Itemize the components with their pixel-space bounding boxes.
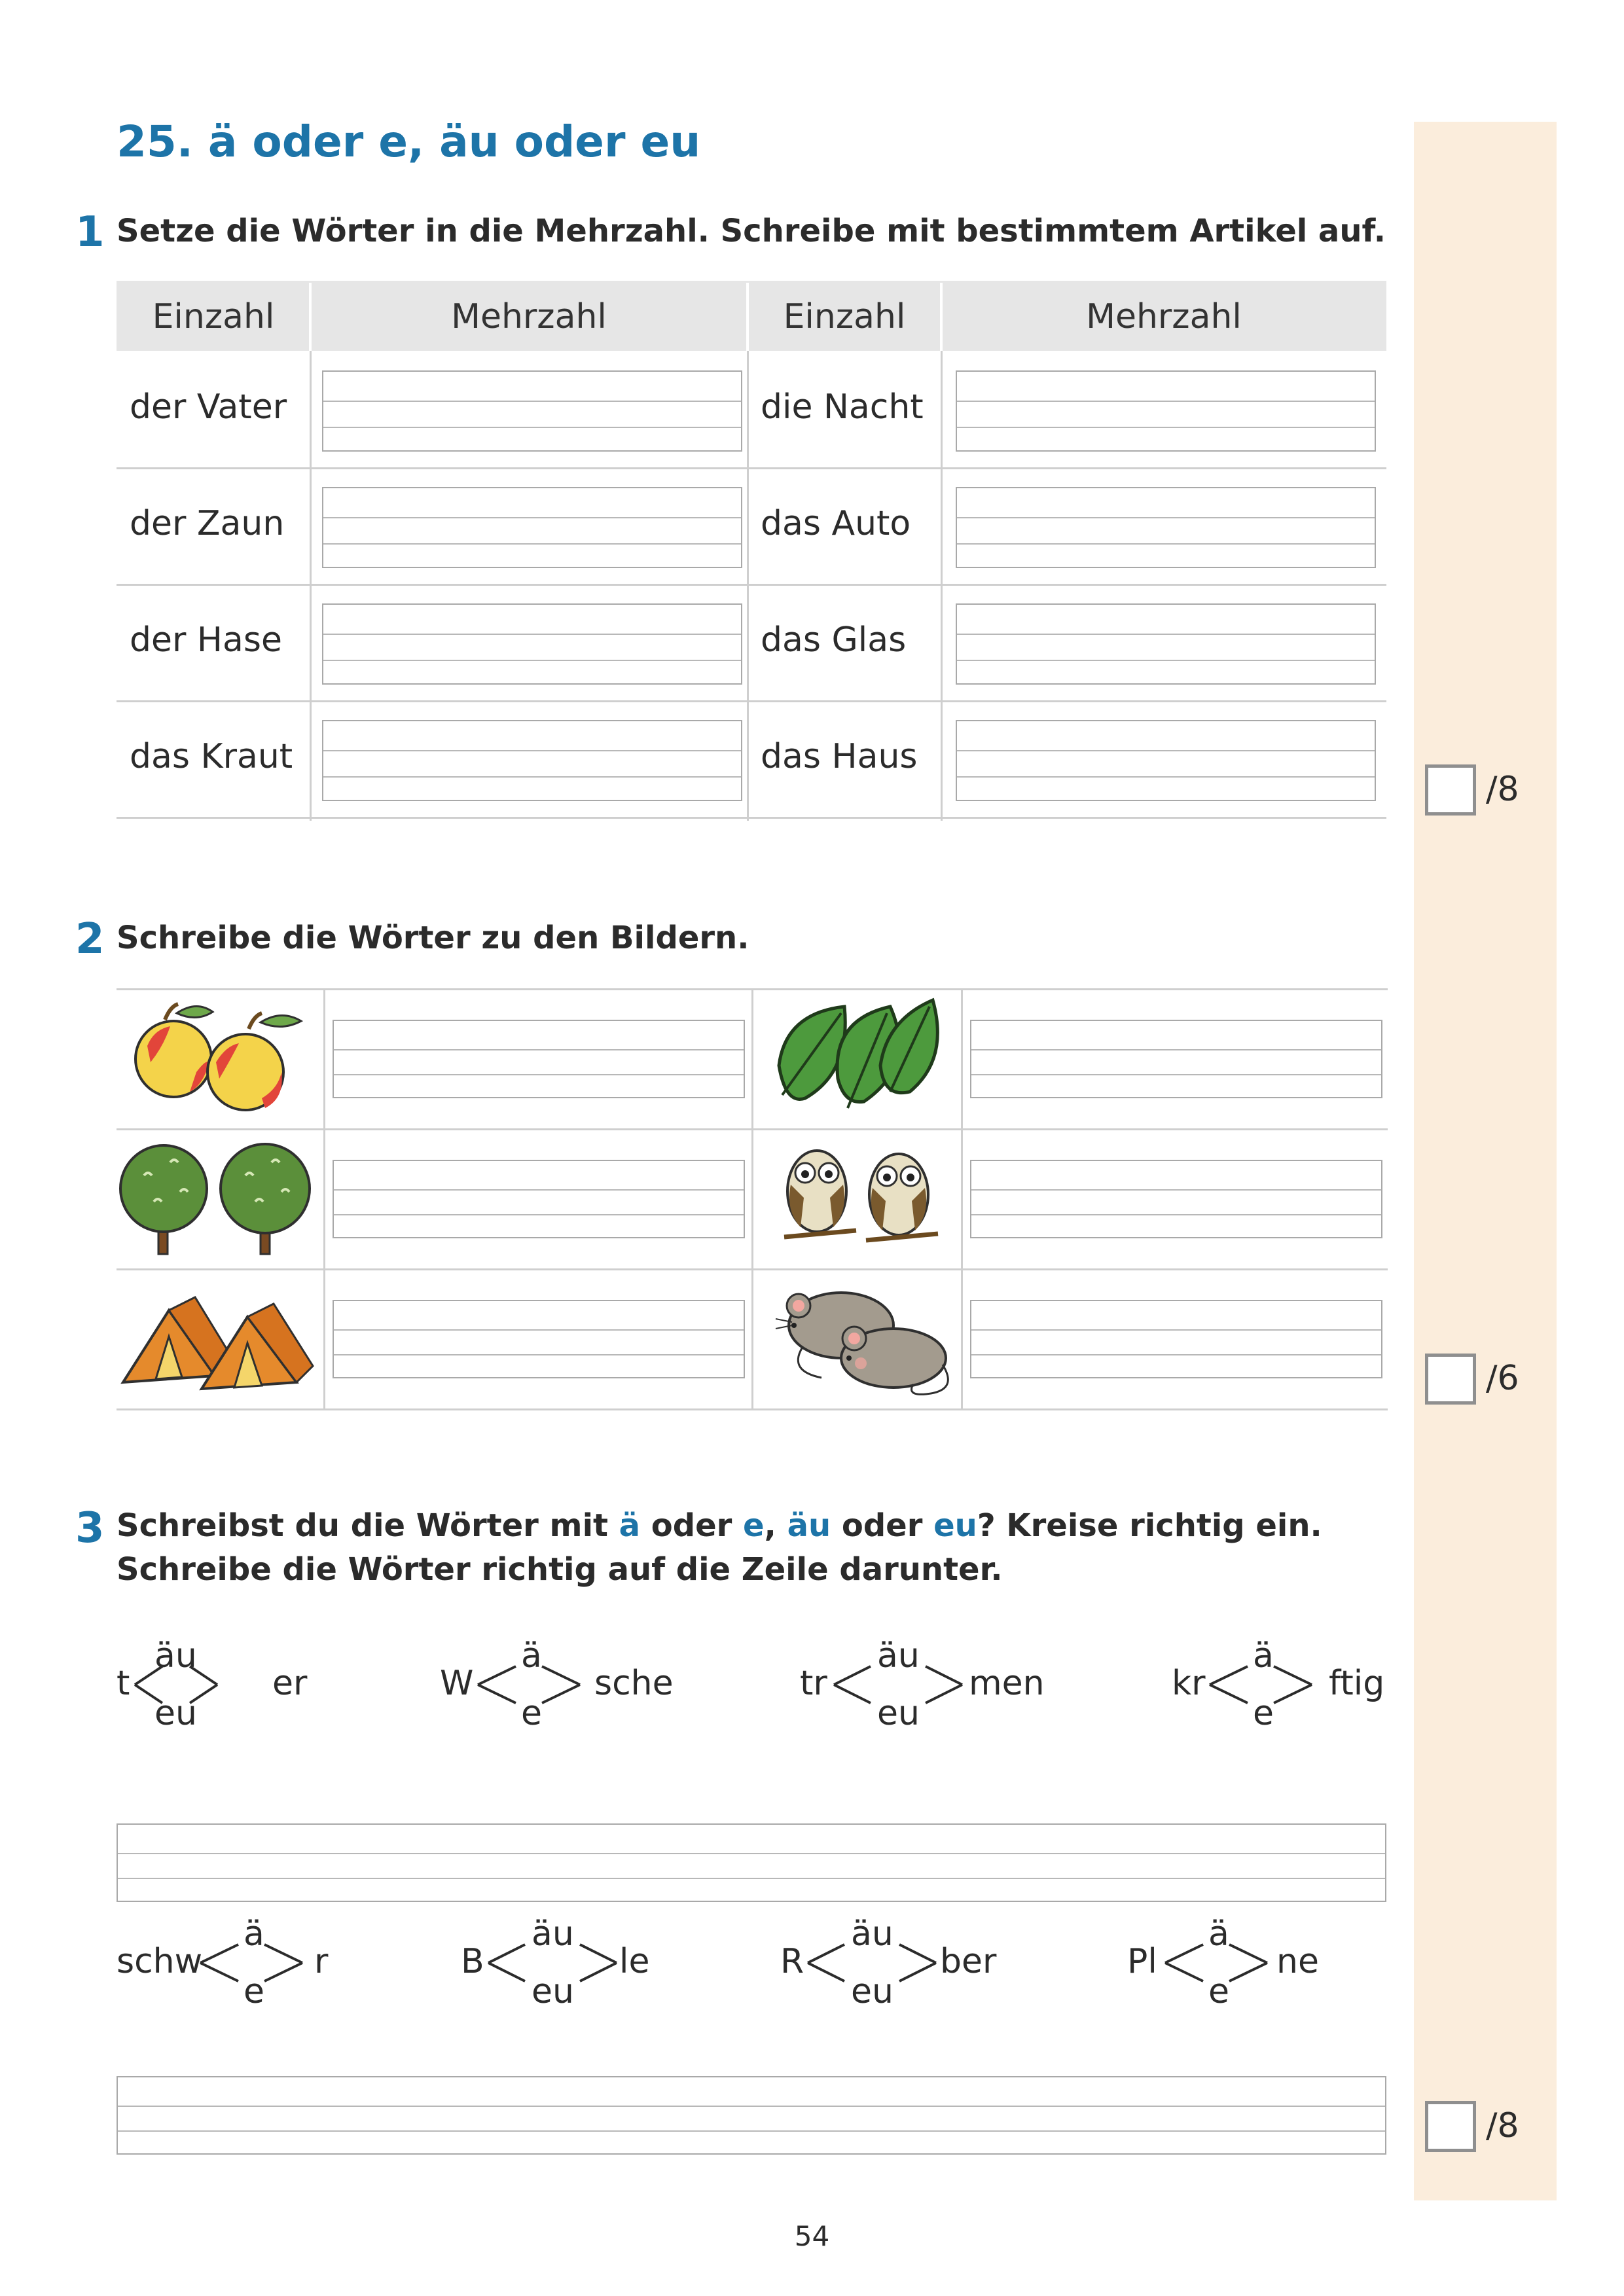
vowel-choice-word[interactable]: tr äu eu men	[800, 1636, 1045, 1733]
apples-image	[124, 1000, 314, 1118]
plural-answer-field[interactable]	[322, 720, 742, 801]
plural-answer-field[interactable]	[322, 370, 742, 452]
mice-image	[763, 1280, 959, 1404]
answer-line[interactable]	[117, 2076, 1386, 2155]
singular-word: der Zaun	[130, 504, 285, 543]
picture-word-field[interactable]	[333, 1160, 745, 1238]
task2-instruction: Schreibe die Wörter zu den Bildern.	[117, 920, 749, 956]
task2-number: 2	[75, 915, 105, 963]
task3-score-box[interactable]	[1425, 2101, 1476, 2152]
vowel-choice-word[interactable]: W ä e sche	[440, 1636, 674, 1733]
plural-answer-field[interactable]	[322, 603, 742, 685]
vowel-choice-word[interactable]: kr ä e ftig	[1172, 1636, 1385, 1733]
owls-image	[771, 1139, 948, 1257]
page-number: 54	[794, 2220, 830, 2252]
vowel-choice-word[interactable]: schw ä e r	[117, 1914, 329, 2011]
singular-word: das Glas	[761, 620, 907, 660]
task1-instruction: Setze die Wörter in die Mehrzahl. Schreibe mit bestimmtem Artikel auf.	[117, 213, 1386, 249]
task1-number: 1	[75, 208, 105, 257]
picture-word-field[interactable]	[333, 1300, 745, 1378]
answer-line[interactable]	[117, 1823, 1386, 1902]
singular-word: der Vater	[130, 387, 287, 427]
singular-word: die Nacht	[761, 387, 924, 427]
task3-instruction-line1: Schreibst du die Wörter mit ä oder e, äu oder eu? Kreise richtig ein.	[117, 1507, 1322, 1544]
plural-answer-field[interactable]	[956, 370, 1376, 452]
page-title: 25. ä oder e, äu oder eu	[117, 117, 701, 167]
vowel-choice-word[interactable]: R äu eu ber	[780, 1914, 997, 2011]
plural-answer-field[interactable]	[956, 487, 1376, 568]
task2-score-box[interactable]	[1425, 1354, 1476, 1405]
header-mehrzahl-1: Mehrzahl	[310, 283, 748, 351]
picture-word-field[interactable]	[333, 1020, 745, 1098]
task2-score: /6	[1486, 1359, 1519, 1398]
task3-score: /8	[1486, 2106, 1519, 2145]
picture-word-field[interactable]	[970, 1300, 1382, 1378]
picture-word-field[interactable]	[970, 1160, 1382, 1238]
vowel-choice-word[interactable]: t äu eu er	[117, 1636, 308, 1733]
header-einzahl-1: Einzahl	[117, 283, 310, 351]
picture-word-field[interactable]	[970, 1020, 1382, 1098]
plural-answer-field[interactable]	[956, 720, 1376, 801]
vowel-choice-word[interactable]: B äu eu le	[461, 1914, 650, 2011]
singular-word: der Hase	[130, 620, 282, 660]
vowel-choice-word[interactable]: Pl ä e ne	[1127, 1914, 1319, 2011]
tents-image	[117, 1284, 319, 1395]
singular-word: das Auto	[761, 504, 911, 543]
task1-score-box[interactable]	[1425, 764, 1476, 816]
trees-image	[118, 1136, 314, 1261]
leaves-image	[766, 994, 949, 1124]
header-mehrzahl-2: Mehrzahl	[941, 283, 1386, 351]
singular-word: das Haus	[761, 737, 918, 776]
plural-answer-field[interactable]	[956, 603, 1376, 685]
plural-table	[117, 283, 1386, 821]
score-sidebar	[1414, 122, 1557, 2200]
header-einzahl-2: Einzahl	[748, 283, 941, 351]
singular-word: das Kraut	[130, 737, 293, 776]
plural-answer-field[interactable]	[322, 487, 742, 568]
task3-number: 3	[75, 1504, 105, 1552]
task1-score: /8	[1486, 770, 1519, 809]
task3-instruction-line2: Schreibe die Wörter richtig auf die Zeile darunter.	[117, 1551, 1003, 1588]
